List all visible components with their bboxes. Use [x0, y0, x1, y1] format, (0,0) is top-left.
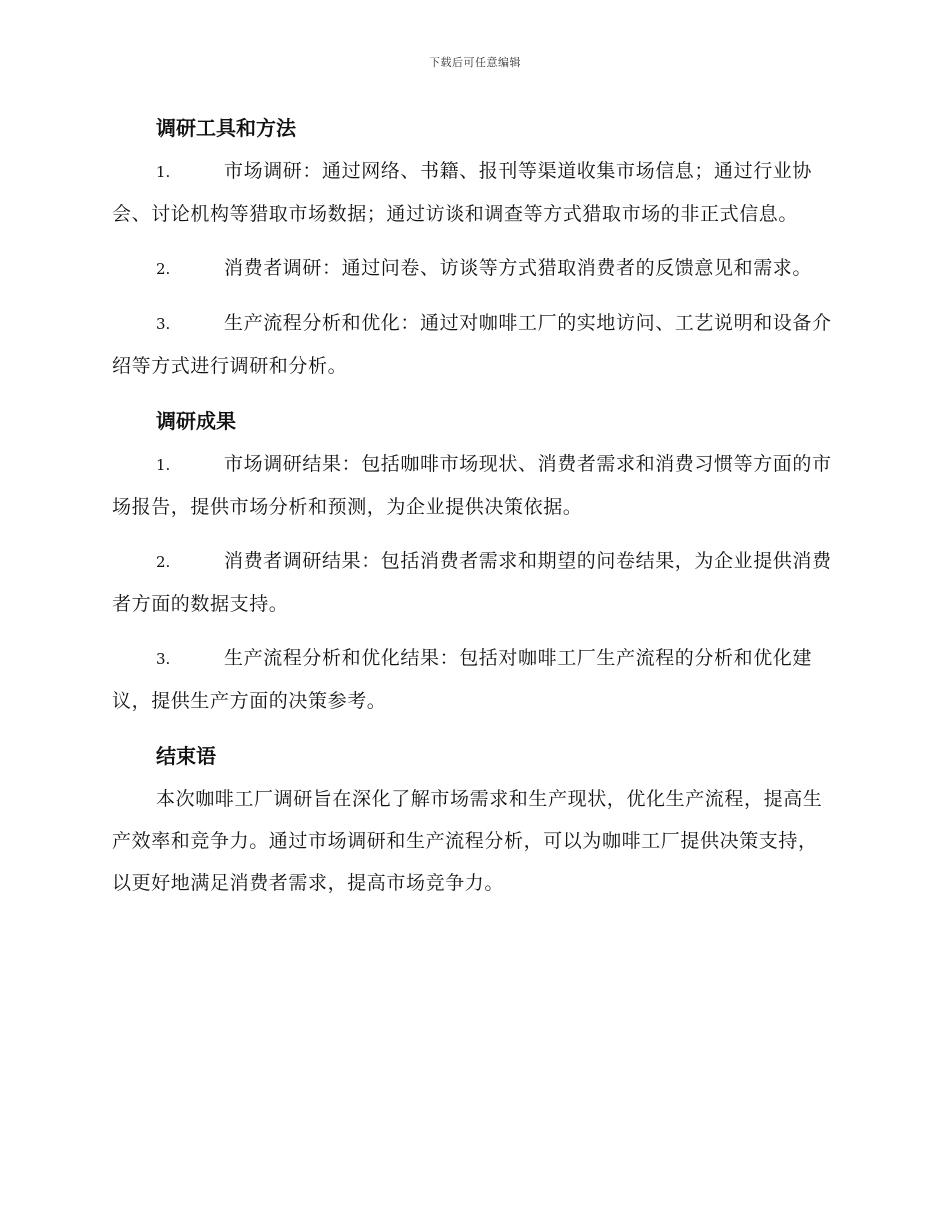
section-heading-results: 调研成果 [156, 409, 236, 433]
list-item [112, 637, 836, 722]
list-item [112, 247, 836, 290]
list-item-number: 2. [156, 553, 171, 571]
document-body [112, 106, 836, 904]
methods-list [112, 150, 836, 387]
list-item-text: 消费者调研结果：包括消费者需求和期望的问卷结果，为企业提供消费者方面的数据支持。 [112, 550, 832, 615]
list-item [112, 302, 836, 387]
section-heading-conclusion: 结束语 [156, 744, 216, 768]
conclusion-paragraph: 本次咖啡工厂调研旨在深化了解市场需求和生产现状，优化生产流程，提高生产效率和竞争力。通过市场调研和生产流程分析，可以为咖啡工厂提供决策支持，以更好地满足消费者需求，提高市场竞争力。 [112, 788, 823, 894]
list-item [112, 150, 836, 235]
list-item-number: 2. [156, 260, 171, 278]
list-item-number: 1. [156, 163, 171, 181]
list-item-text: 生产流程分析和优化结果：包括对咖啡工厂生产流程的分析和优化建议，提供生产方面的决策参考。 [112, 647, 813, 712]
list-item-number: 3. [156, 650, 171, 668]
list-item-text: 生产流程分析和优化：通过对咖啡工厂的实地访问、工艺说明和设备介绍等方式进行调研和分析。 [112, 312, 832, 377]
section-heading-methods: 调研工具和方法 [156, 116, 296, 140]
list-item [112, 443, 836, 528]
list-item-number: 1. [156, 456, 171, 474]
results-list [112, 443, 836, 722]
list-item [112, 540, 836, 625]
list-item-text: 市场调研结果：包括咖啡市场现状、消费者需求和消费习惯等方面的市场报告，提供市场分析和预测，为企业提供决策依据。 [112, 453, 832, 518]
header-note: 下载后可任意编辑 [429, 56, 521, 69]
list-item-number: 3. [156, 315, 171, 333]
list-item-text: 市场调研：通过网络、书籍、报刊等渠道收集市场信息；通过行业协会、讨论机构等猎取市场数据；通过访谈和调查等方式猎取市场的非正式信息。 [112, 160, 813, 225]
list-item-text: 消费者调研：通过问卷、访谈等方式猎取消费者的反馈意见和需求。 [224, 257, 813, 279]
